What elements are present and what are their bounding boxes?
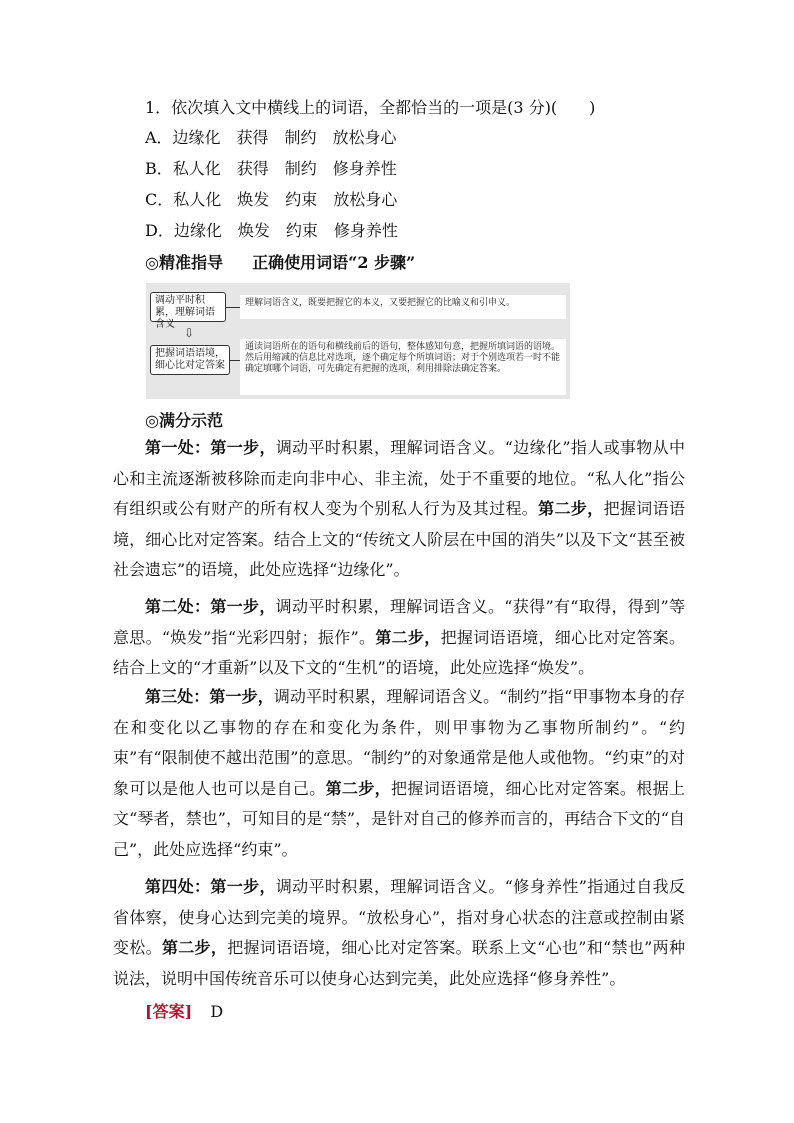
paragraph-2-step2: 第二步， — [375, 627, 441, 647]
model-heading: ◎满分示范 — [145, 411, 223, 430]
question-stem: 1．依次填入文中横线上的词语，全都恰当的一项是(3 分)( ) — [145, 98, 596, 117]
paragraph-3-text2: 把握词语语境，细心比对定答案。根据上文“琴者，禁也”，可知目的是“禁”，是针对自己的修养而言的，再结合下文的“自己”，此处应选择“约束”。 — [113, 778, 685, 859]
step2-connector — [230, 360, 240, 361]
option-d: D．边缘化 焕发 约束 修身养性 — [145, 221, 398, 240]
steps-figure — [146, 283, 570, 399]
option-a: A．边缘化 获得 制约 放松身心 — [145, 128, 397, 147]
paragraph-4-text1: 调动平时积累，理解词语含义。“修身养性”指通过自我反省体察，使身心达到完美的境界。“放松身心”，指对身心状态的注意或控制由紧变松。 — [113, 877, 685, 957]
paragraph-2-text2: 把握词语语境，细心比对定答案。结合上文的“才重新”以及下文的“生机”的语境，此处应选择“焕发”。 — [113, 627, 685, 677]
arrow-down-icon: ⇩ — [184, 326, 195, 340]
guide-heading-label: ◎精准指导 — [145, 253, 223, 272]
paragraph-2-lead: 第二处：第一步， — [145, 597, 276, 616]
step1-desc: 理解词语含义，既要把握它的本义，又要把握它的比喻义和引申义。 — [240, 295, 566, 319]
paragraph-4-lead: 第四处：第一步， — [145, 877, 276, 896]
paragraph-3-text1: 调动平时积累，理解词语含义。“制约”指“甲事物本身的存在和变化以乙事物的存在和变化为条件，则甲事物为乙事物所制约”。“约束”有“限制使不越出范围”的意思。“制约”的对象通常是他人或他物。“约束”的对象可以是他人也可以是自己。 — [113, 687, 685, 798]
answer-value: D — [210, 1002, 224, 1021]
answer-tag: [答案] — [145, 1002, 193, 1021]
paragraph-2-text1: 调动平时积累，理解词语含义。“获得”有“取得，得到”等意思。“焕发”指“光彩四射；振作”。 — [113, 597, 685, 647]
paragraph-4-step2: 第二步， — [161, 938, 228, 957]
paragraph-3-lead: 第三处：第一步， — [145, 687, 274, 706]
paragraph-4-text2: 把握词语语境，细心比对定答案。联系上文“心也”和“禁也”两种说法，说明中国传统音乐可以使身心达到完美，此处应选择“修身养性”。 — [113, 938, 685, 988]
paragraph-4 — [113, 872, 685, 994]
paragraph-3-step2: 第二步， — [325, 778, 391, 798]
step1-label: 调动平时积累，理解词语含义 — [155, 295, 215, 330]
option-b: B．私人化 获得 制约 修身养性 — [145, 159, 397, 178]
paragraph-2 — [113, 592, 685, 684]
paragraph-1-lead: 第一处：第一步， — [145, 438, 276, 457]
step2-desc: 通读词语所在的语句和横线前后的语句，整体感知句意，把握所填词语的语境。然后用缩减的信息比对选项，逐个确定每个所填词语；对于个别选项若一时不能确定填哪个词语，可先确定有把握的选项，利用排除法确定答案。 — [240, 339, 566, 395]
step2-label: 把握词语语境，细心比对定答案 — [155, 348, 225, 371]
paragraph-1-text2: 把握词语语境，细心比对定答案。结合上文的“传统文人阶层在中国的消失”以及下文“甚至被社会遗忘”的语境，此处应选择“边缘化”。 — [113, 499, 685, 579]
option-c: C．私人化 焕发 约束 放松身心 — [145, 190, 398, 209]
step1-connector — [226, 307, 240, 308]
paragraph-3 — [113, 682, 685, 865]
answer-line — [145, 1002, 223, 1022]
paragraph-1 — [113, 433, 685, 586]
paragraph-1-step2: 第二步， — [538, 499, 604, 518]
step1-box — [150, 292, 226, 330]
step2-box — [150, 345, 230, 375]
paragraph-1-text1: 调动平时积累，理解词语含义。“边缘化”指人或事物从中心和主流逐渐被移除而走向非中心、非主流，处于不重要的地位。“私人化”指公有组织或公有财产的所有权人变为个别私人行为及其过程。 — [113, 438, 685, 518]
guide-heading — [145, 253, 415, 273]
guide-subtitle: 正确使用词语“2 步骤” — [252, 253, 416, 272]
